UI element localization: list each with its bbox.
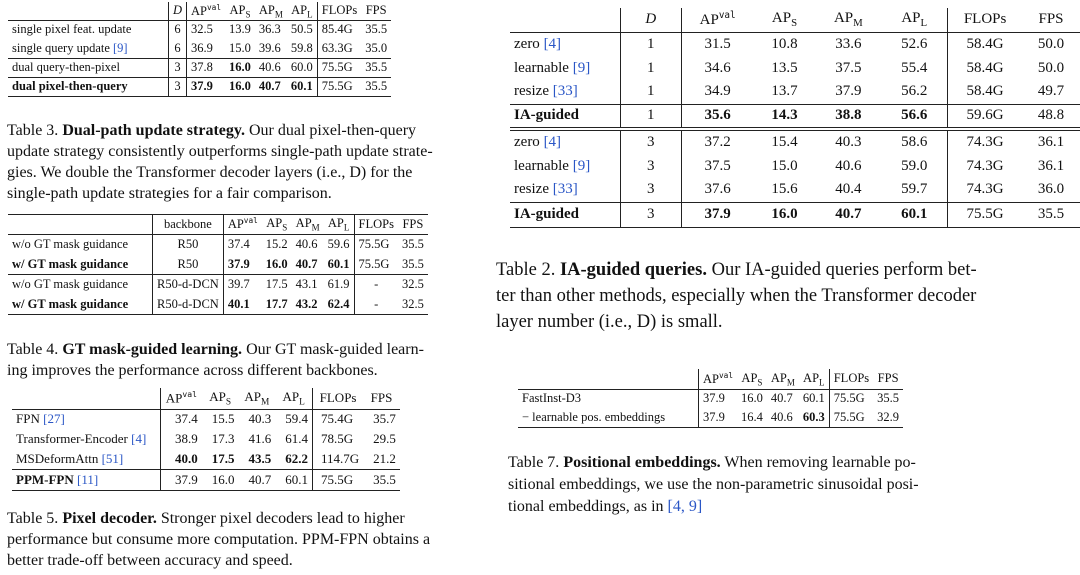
table-2-grid xyxy=(510,8,1080,228)
table-header xyxy=(8,215,428,235)
table-row: FPN [27] 37.4 15.5 40.3 59.4 75.4G 35.7 xyxy=(12,409,400,429)
table-row: − learnable pos. embeddings 37.9 16.4 40.6 60.3 75.5G 32.9 xyxy=(518,408,903,427)
table-4-caption: Table 4. GT mask-guided learning. Our GT mask-guided learn- ing improves the performance across different backbones. xyxy=(7,341,424,379)
col-fps: FPS xyxy=(370,390,393,406)
table-row: IA-guided 3 37.9 16.0 40.7 60.1 75.5G 35.5 xyxy=(510,202,1080,227)
table-3-caption: Table 3. Dual-path update strategy. Our dual pixel-then-query update strategy consistently outperforms single-path update strate- gies. We double the Transformer decoder layers (i.e., D) for the single-path update strategies for a fair comparison. xyxy=(7,122,433,202)
table-row: dual query-then-pixel 3 37.8 16.0 40.6 60.0 75.5G 35.5 xyxy=(8,58,391,77)
col-apl: $AP_L$ xyxy=(327,216,350,233)
col-ap: $AP^{val}$ xyxy=(223,215,261,235)
table-row: w/ GT mask guidance R50-d-DCN 40.1 17.7 43.2 62.4 - 32.5 xyxy=(8,295,428,315)
table-7-caption: Table 7. Positional embeddings. When removing learnable po- sitional embeddings, we use the non-parametric sinusoidal posi- tional embeddings, as in [4, 9] xyxy=(508,454,919,515)
col-aps: $AP_S$ xyxy=(266,216,288,233)
table-5-caption: Table 5. Pixel decoder. Stronger pixel decoders lead to higher performance but consume more computation. PPM-FPN obtains a better trade-off between accuracy and speed. xyxy=(7,510,431,569)
table-header xyxy=(8,2,391,20)
col-apm: $AP_M$ xyxy=(770,370,795,387)
table-3-grid xyxy=(8,2,391,97)
table-4-grid xyxy=(8,214,428,315)
table-row: w/o GT mask guidance R50-d-DCN 39.7 17.5 43.1 61.9 - 32.5 xyxy=(8,275,428,295)
col-aps: $AP_S$ xyxy=(229,2,251,19)
col-fps: FPS xyxy=(402,217,424,231)
col-backbone: backbone xyxy=(153,215,224,235)
table-5 xyxy=(12,388,400,491)
col-ap: $AP^{val}$ xyxy=(161,388,202,409)
col-apm: $AP_M$ xyxy=(244,388,270,408)
table-7 xyxy=(518,369,903,428)
col-ap: $AP^{val}$ xyxy=(699,369,737,389)
table-row: FastInst-D3 37.9 16.0 40.7 60.1 75.5G 35.5 xyxy=(518,389,903,408)
table-2 xyxy=(510,8,1080,228)
table-row: resize [33] 3 37.6 15.6 40.4 59.7 74.3G 36.0 xyxy=(510,178,1080,202)
col-aps: $AP_S$ xyxy=(741,370,763,387)
table-row: single pixel feat. update 6 32.5 13.9 36.3 50.5 85.4G 35.5 xyxy=(8,20,391,39)
table-row: zero [4] 3 37.2 15.4 40.3 58.6 74.3G 36.1 xyxy=(510,129,1080,154)
col-flops: FLOPs xyxy=(829,369,873,389)
col-d: D xyxy=(169,2,187,20)
table-row: single query update [9] 6 36.9 15.0 39.6 59.8 63.3G 35.0 xyxy=(8,39,391,58)
col-ap: $AP^{val}$ xyxy=(187,2,225,20)
table-row: Transformer-Encoder [4] 38.9 17.3 41.6 61.4 78.5G 29.5 xyxy=(12,429,400,449)
table-row: dual pixel-then-query 3 37.9 16.0 40.7 60.1 75.5G 35.5 xyxy=(8,77,391,96)
table-row: zero [4] 1 31.5 10.8 33.6 52.6 58.4G 50.0 xyxy=(510,32,1080,56)
table-row: PPM-FPN [11] 37.9 16.0 40.7 60.1 75.5G 35.5 xyxy=(12,469,400,490)
table-row: IA-guided 1 35.6 14.3 38.8 56.6 59.6G 48.8 xyxy=(510,104,1080,129)
col-fps: FPS xyxy=(877,371,899,386)
table-row: w/ GT mask guidance R50 37.9 16.0 40.7 60.1 75.5G 35.5 xyxy=(8,255,428,275)
table-7-grid xyxy=(518,369,903,428)
table-header xyxy=(518,369,903,389)
col-apm: $AP_M$ xyxy=(258,2,283,19)
col-flops: FLOPs xyxy=(317,2,361,20)
table-header xyxy=(510,8,1080,32)
table-2-caption: Table 2. IA-guided queries. Our IA-guided queries perform bet- ter than other methods, especially when the Transformer decoder layer number (i.e., D) is small. xyxy=(496,260,977,332)
col-flops: FLOPs xyxy=(313,388,364,409)
col-flops: FLOPs xyxy=(948,8,1022,32)
col-aps: $AP_S$ xyxy=(209,388,232,408)
table-header xyxy=(12,388,400,409)
col-apm: $AP_M$ xyxy=(295,216,320,233)
table-4 xyxy=(8,214,428,315)
col-d: D xyxy=(620,8,681,32)
table-row: learnable [9] 3 37.5 15.0 40.6 59.0 74.3G 36.1 xyxy=(510,154,1080,178)
table-row: resize [33] 1 34.9 13.7 37.9 56.2 58.4G 49.7 xyxy=(510,80,1080,104)
col-apl: $AP_L$ xyxy=(803,370,825,387)
col-fps: FPS xyxy=(1038,11,1064,28)
col-aps: $AP_S$ xyxy=(771,10,798,30)
col-apl: $AP_L$ xyxy=(901,10,928,30)
table-row: learnable [9] 1 34.6 13.5 37.5 55.4 58.4G 50.0 xyxy=(510,56,1080,80)
col-fps: FPS xyxy=(365,3,387,18)
table-5-grid xyxy=(12,388,400,491)
table-row: MSDeformAttn [51] 40.0 17.5 43.5 62.2 114.7G 21.2 xyxy=(12,449,400,469)
col-flops: FLOPs xyxy=(354,215,398,235)
col-apm: $AP_M$ xyxy=(833,10,863,30)
col-ap: $AP^{val}$ xyxy=(681,8,753,32)
table-row: w/o GT mask guidance R50 37.4 15.2 40.6 59.6 75.5G 35.5 xyxy=(8,235,428,255)
table-3 xyxy=(8,2,391,97)
col-apl: $AP_L$ xyxy=(291,2,313,19)
col-apl: $AP_L$ xyxy=(282,388,305,408)
